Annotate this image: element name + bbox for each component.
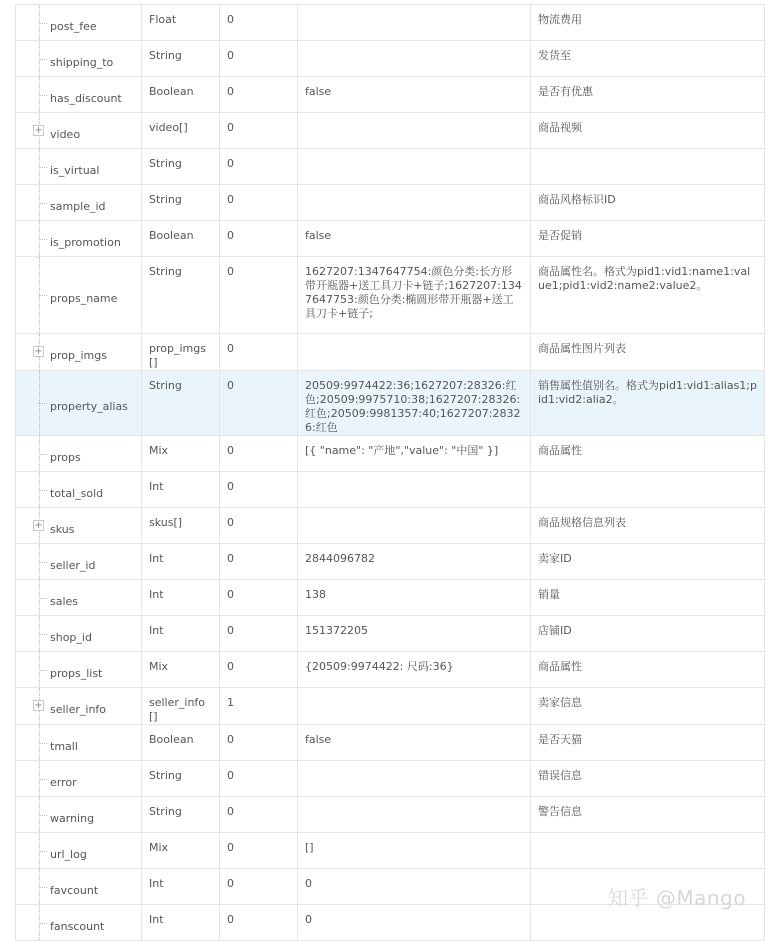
- field-name: skus: [50, 522, 75, 536]
- field-required: 0: [220, 371, 298, 436]
- field-example: []: [298, 833, 531, 869]
- table-row: [16, 508, 765, 544]
- expand-toggle-icon[interactable]: +: [34, 700, 43, 711]
- field-required: 0: [220, 508, 298, 544]
- field-name: sales: [50, 594, 79, 608]
- field-required: 0: [220, 472, 298, 508]
- field-required: 0: [220, 113, 298, 149]
- tree-branch-line: [39, 490, 47, 491]
- table-row: [16, 652, 765, 688]
- field-name-cell: [16, 436, 142, 472]
- field-description: [531, 149, 765, 185]
- field-name: props_list: [50, 666, 103, 680]
- api-response-fields-table: [15, 4, 765, 941]
- field-example: [298, 688, 531, 725]
- field-description: 卖家ID: [531, 544, 765, 580]
- field-required: 0: [220, 652, 298, 688]
- tree-branch-line: [39, 23, 47, 24]
- field-required: 0: [220, 5, 298, 41]
- field-example: 151372205: [298, 616, 531, 652]
- field-required: 0: [220, 544, 298, 580]
- field-type: String: [142, 41, 220, 77]
- tree-branch-line: [39, 203, 47, 204]
- field-example: 138: [298, 580, 531, 616]
- table-row: [16, 221, 765, 257]
- field-description: 商品属性名。格式为pid1:vid1:name1:value1;pid1:vid2:name2:value2。: [531, 257, 765, 334]
- field-name-cell: [16, 371, 142, 436]
- field-name-cell: [16, 185, 142, 221]
- field-required: 0: [220, 833, 298, 869]
- field-required: 0: [220, 436, 298, 472]
- table-row: [16, 185, 765, 221]
- field-name: shipping_to: [50, 55, 114, 69]
- field-name: video: [50, 127, 81, 141]
- table-row: [16, 371, 765, 436]
- field-example: false: [298, 725, 531, 761]
- table-row: [16, 334, 765, 371]
- watermark: 知乎 @Mango: [608, 886, 746, 910]
- expand-toggle-icon[interactable]: +: [34, 124, 43, 136]
- field-example: [298, 334, 531, 371]
- field-example: {20509:9974422: 尺码:36}: [298, 652, 531, 688]
- tree-branch-line: [39, 815, 47, 816]
- field-required: 0: [220, 725, 298, 761]
- field-type: video[]: [142, 113, 220, 149]
- field-example: [298, 508, 531, 544]
- field-name: property_alias: [50, 400, 128, 413]
- table-row: [16, 472, 765, 508]
- field-required: 0: [220, 905, 298, 941]
- field-name-cell: [16, 41, 142, 77]
- field-description: 是否促销: [531, 221, 765, 257]
- table-row: [16, 77, 765, 113]
- field-required: 0: [220, 580, 298, 616]
- field-required: 0: [220, 761, 298, 797]
- field-type: Mix: [142, 652, 220, 688]
- field-type: prop_imgs[]: [142, 334, 220, 371]
- field-name: sample_id: [50, 199, 106, 213]
- field-example: [298, 185, 531, 221]
- field-name-cell: [16, 905, 142, 941]
- field-required: 0: [220, 616, 298, 652]
- field-type: seller_info[]: [142, 688, 220, 725]
- field-required: 0: [220, 149, 298, 185]
- field-name: prop_imgs: [50, 349, 107, 362]
- field-name: total_sold: [50, 486, 104, 500]
- tree-branch-line: [39, 295, 47, 296]
- table-row: [16, 616, 765, 652]
- table-row: [16, 41, 765, 77]
- tree-branch-line: [39, 598, 47, 599]
- field-name: seller_id: [50, 558, 96, 572]
- field-type: String: [142, 149, 220, 185]
- field-name: seller_info: [50, 703, 107, 716]
- field-required: 0: [220, 221, 298, 257]
- field-type: Mix: [142, 436, 220, 472]
- field-name-cell: [16, 113, 142, 149]
- field-description: 销售属性值别名。格式为pid1:vid1:alias1;pid1:vid2:alia2。: [531, 371, 765, 436]
- table-row: [16, 257, 765, 334]
- table-row: [16, 688, 765, 725]
- tree-branch-line: [39, 851, 47, 852]
- field-type: Int: [142, 472, 220, 508]
- field-name-cell: [16, 5, 142, 41]
- tree-branch-line: [39, 634, 47, 635]
- field-example: 0: [298, 905, 531, 941]
- tree-branch-line: [39, 743, 47, 744]
- field-name-cell: [16, 334, 142, 371]
- field-description: 发货至: [531, 41, 765, 77]
- table-row: [16, 5, 765, 41]
- field-type: Boolean: [142, 77, 220, 113]
- tree-branch-line: [39, 95, 47, 96]
- table-row: [16, 113, 765, 149]
- field-type: String: [142, 185, 220, 221]
- field-example: [298, 761, 531, 797]
- field-required: 0: [220, 77, 298, 113]
- field-type: String: [142, 797, 220, 833]
- table-body: [16, 5, 765, 941]
- field-type: String: [142, 371, 220, 436]
- field-required: 0: [220, 869, 298, 905]
- field-type: Boolean: [142, 725, 220, 761]
- field-description: 商品属性图片列表: [531, 334, 765, 371]
- field-example: 2844096782: [298, 544, 531, 580]
- tree-branch-line: [39, 562, 47, 563]
- field-type: String: [142, 761, 220, 797]
- field-name-cell: [16, 652, 142, 688]
- field-description: 商品视频: [531, 113, 765, 149]
- field-type: Int: [142, 580, 220, 616]
- field-description: 店铺ID: [531, 616, 765, 652]
- table-row: [16, 833, 765, 869]
- field-required: 0: [220, 257, 298, 334]
- field-name: favcount: [50, 883, 99, 897]
- field-name-cell: [16, 221, 142, 257]
- field-example: [298, 797, 531, 833]
- field-type: Int: [142, 905, 220, 941]
- field-type: skus[]: [142, 508, 220, 544]
- tree-branch-line: [39, 670, 47, 671]
- table-row: [16, 544, 765, 580]
- table-row: [16, 149, 765, 185]
- tree-branch-line: [39, 167, 47, 168]
- field-required: 0: [220, 41, 298, 77]
- field-name: tmall: [50, 739, 78, 753]
- field-name-cell: [16, 77, 142, 113]
- tree-branch-line: [39, 454, 47, 455]
- field-example: 0: [298, 869, 531, 905]
- field-name-cell: [16, 616, 142, 652]
- field-description: 是否有优惠: [531, 77, 765, 113]
- table-row: [16, 436, 765, 472]
- field-name-cell: [16, 544, 142, 580]
- field-name-cell: [16, 833, 142, 869]
- field-example: [298, 41, 531, 77]
- field-name: is_virtual: [50, 163, 100, 177]
- field-required: 1: [220, 688, 298, 725]
- tree-branch-line: [39, 887, 47, 888]
- field-type: Int: [142, 869, 220, 905]
- field-name-cell: [16, 725, 142, 761]
- field-type: Float: [142, 5, 220, 41]
- field-description: 销量: [531, 580, 765, 616]
- field-description: 物流费用: [531, 5, 765, 41]
- field-name: error: [50, 775, 77, 789]
- field-example: 20509:9974422:36;1627207:28326:红色;20509:9975710:38;1627207:28326:红色;20509:9981357:40;1627207:28326:红色: [298, 371, 531, 436]
- field-description: 卖家信息: [531, 688, 765, 725]
- field-name-cell: [16, 508, 142, 544]
- field-type: Int: [142, 616, 220, 652]
- field-example: [298, 113, 531, 149]
- field-required: 0: [220, 334, 298, 371]
- field-description: 商品风格标识ID: [531, 185, 765, 221]
- field-description: 商品属性: [531, 436, 765, 472]
- field-example: [298, 149, 531, 185]
- field-type: Boolean: [142, 221, 220, 257]
- field-type: Mix: [142, 833, 220, 869]
- tree-branch-line: [39, 779, 47, 780]
- table-row: [16, 761, 765, 797]
- field-name-cell: [16, 149, 142, 185]
- field-name-cell: [16, 688, 142, 725]
- field-name-cell: [16, 869, 142, 905]
- field-name-cell: [16, 257, 142, 334]
- field-name: url_log: [50, 847, 87, 861]
- tree-branch-line: [39, 239, 47, 240]
- field-name-cell: [16, 761, 142, 797]
- field-example: false: [298, 221, 531, 257]
- table-row: [16, 580, 765, 616]
- field-example: [298, 472, 531, 508]
- field-name-cell: [16, 580, 142, 616]
- field-name-cell: [16, 472, 142, 508]
- field-name: fanscount: [50, 919, 105, 933]
- field-required: 0: [220, 797, 298, 833]
- table-row: [16, 725, 765, 761]
- field-description: 是否天猫: [531, 725, 765, 761]
- field-type: String: [142, 257, 220, 334]
- field-name: post_fee: [50, 19, 97, 33]
- field-type: Int: [142, 544, 220, 580]
- tree-branch-line: [39, 403, 47, 404]
- table-row: [16, 797, 765, 833]
- field-example: [{ "name": "产地","value": "中国" }]: [298, 436, 531, 472]
- field-name: is_promotion: [50, 235, 121, 249]
- field-description: [531, 472, 765, 508]
- expand-toggle-icon[interactable]: +: [34, 346, 43, 357]
- field-name: warning: [50, 811, 95, 825]
- field-description: [531, 833, 765, 869]
- field-name: shop_id: [50, 630, 92, 644]
- tree-branch-line: [39, 923, 47, 924]
- field-example: false: [298, 77, 531, 113]
- field-description: 警告信息: [531, 797, 765, 833]
- field-required: 0: [220, 185, 298, 221]
- field-name: has_discount: [50, 91, 122, 105]
- tree-branch-line: [39, 59, 47, 60]
- field-example: 1627207:1347647754:颜色分类:长方形带开瓶器+送工具刀卡+链子;1627207:1347647753:颜色分类:椭圆形带开瓶器+送工具刀卡+链子;: [298, 257, 531, 334]
- field-name: props_name: [50, 292, 118, 305]
- field-name-cell: [16, 797, 142, 833]
- field-name: props: [50, 450, 81, 464]
- field-description: 错误信息: [531, 761, 765, 797]
- field-example: [298, 5, 531, 41]
- field-description: 商品规格信息列表: [531, 508, 765, 544]
- field-description: 商品属性: [531, 652, 765, 688]
- expand-toggle-icon[interactable]: +: [34, 519, 43, 531]
